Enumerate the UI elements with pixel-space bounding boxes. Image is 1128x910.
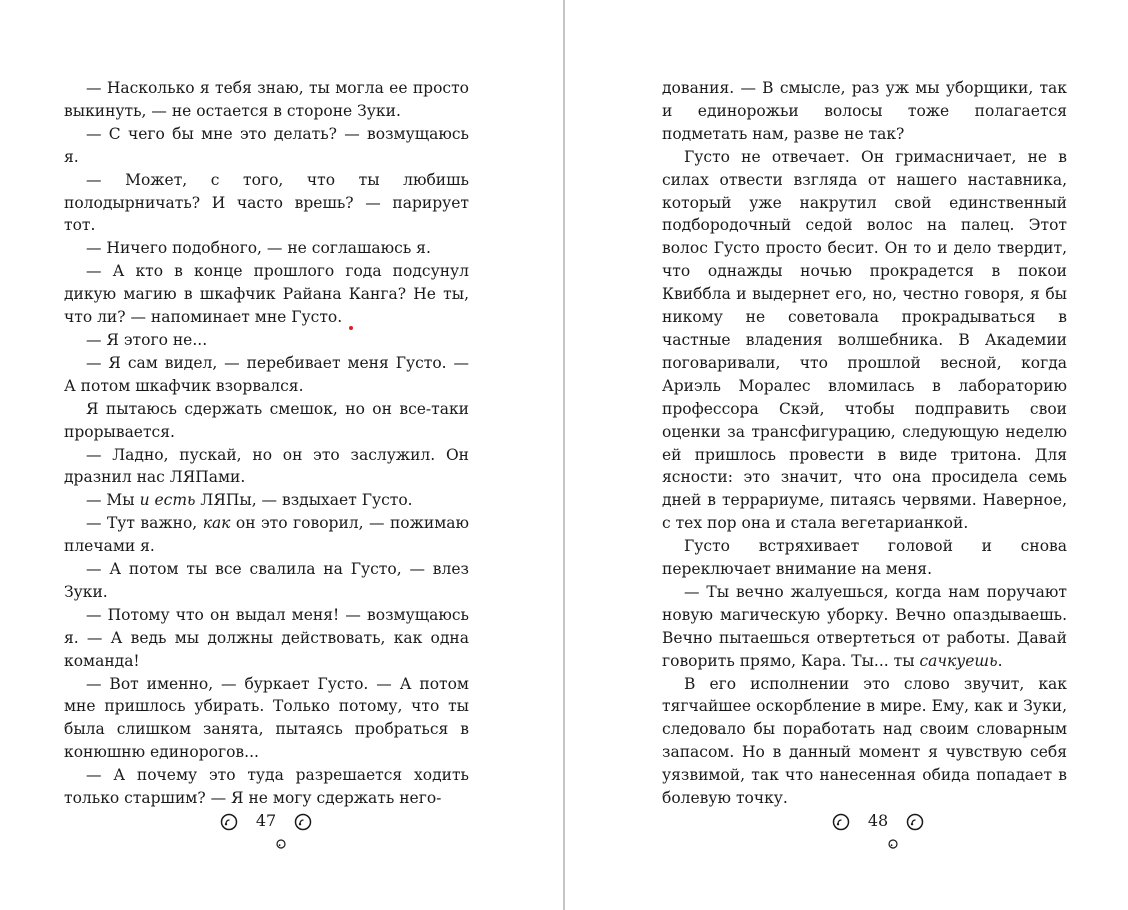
text-run: — Тут важно,	[86, 514, 203, 533]
paragraph: В его исполнении это слово звучит, как тягчайшее оскорбление в мире. Ему, как и Зуки, следовало бы поработать над своим словарным запасом. Но в данный момент я чувствую себя уязвимой, так что нанесенная обида попадает в болевую точку.	[662, 674, 1067, 808]
paragraph: — А потом ты все свалила на Густо, — влез Зуки.	[64, 560, 469, 601]
paragraph: — Я этого не...	[86, 330, 208, 349]
paragraph: дования. — В смысле, раз уж мы уборщики, так и единорожьи волосы тоже полагается подметать нам, разве не так?	[662, 79, 1067, 143]
swirl-ornament-icon	[294, 813, 312, 831]
page-folio	[818, 808, 938, 854]
paragraph	[662, 581, 1067, 673]
paragraph: — Насколько я тебя знаю, ты могла ее просто выкинуть, — не остается в стороне Зуки.	[64, 79, 469, 120]
page-number: 47	[255, 811, 277, 830]
paragraph: Я пытаюсь сдержать смешок, но он все-таки прорывается.	[64, 399, 469, 441]
right-text-block	[662, 77, 1067, 810]
paragraph: — Вот именно, — буркает Густо. — А потом мне пришлось убирать. Только потому, что ты была слишком занята, пытаясь пробраться в конюшню единорогов...	[64, 674, 469, 762]
text-run: — Мы	[86, 491, 140, 510]
paragraph: — Я сам видел, — перебивает меня Густо. — А потом шкафчик взорвался.	[64, 353, 469, 395]
paragraph: — Может, с того, что ты любишь полодырничать? И часто врешь? — парирует тот.	[64, 170, 469, 235]
red-dot-marker	[349, 326, 353, 330]
swirl-ornament-icon	[832, 813, 850, 831]
small-swirl-ornament-icon	[276, 839, 286, 849]
small-swirl-ornament-icon	[888, 839, 898, 849]
paragraph: Густо не отвечает. Он гримасничает, не в силах отвести взгляда от нашего наставника, который уже накрутил свой единственный подбородочный седой волос на палец. Этот волос Густо просто бесит. Он то и дело твердит, что однажды ночью прокрадется в покои Квиббла и выдернет его, но, честно говоря, я бы никому не советовала прокрадываться в частные владения волшебника. В Академии поговаривали, что прошлой весной, когда Ариэль Моралес вломилась в лабораторию профессора Скэй, чтобы подправить свои оценки за трансфигурацию, следующую неделю ей пришлось провести в виде тритона. Для ясности: это значит, что она просидела семь дней в террариуме, питаясь червями. Наверное, с тех пор она и стала вегетарианкой.	[662, 147, 1067, 533]
paragraph: — Ладно, пускай, но он это заслужил. Он дразнил нас ЛЯПами.	[64, 445, 469, 487]
swirl-ornament-icon	[220, 813, 238, 831]
right-page	[565, 0, 1128, 910]
paragraph	[64, 512, 469, 558]
text-run: — Ты вечно жалуешься, когда нам поручают новую магическую уборку. Вечно опаздываешь. Вечно пытаешься отвертеться от работы. Давай говорить прямо, Кара. Ты... ты	[662, 582, 1067, 670]
paragraph: — С чего бы мне это делать? — возмущаюсь я.	[64, 124, 469, 166]
text-run: он это говорил, — пожимаю плечами я.	[64, 514, 469, 556]
text-run: ЛЯПы, — вздыхает Густо.	[195, 491, 413, 510]
paragraph: — А почему это туда разрешается ходить только старшим? — Я не могу сдержать него-	[64, 766, 469, 808]
italic-text: как	[202, 514, 231, 533]
text-run: .	[997, 651, 1003, 670]
page-number: 48	[867, 811, 889, 830]
paragraph	[64, 489, 469, 512]
paragraph: — Потому что он выдал меня! — возмущаюсь я. — А ведь мы должны действовать, как одна команда!	[64, 605, 469, 670]
left-text-block	[64, 77, 469, 810]
paragraph: Густо встряхивает головой и снова переключает внимание на меня.	[662, 537, 1067, 579]
page-folio	[206, 808, 326, 854]
swirl-ornament-icon	[906, 813, 924, 831]
italic-text: сачкуешь	[919, 651, 998, 670]
paragraph: — Ничего подобного, — не соглашаюсь я.	[86, 239, 431, 258]
paragraph: — А кто в конце прошлого года подсунул дикую магию в шкафчик Райана Канга? Не ты, что ли? — напоминает мне Густо.	[64, 262, 469, 327]
italic-text: и есть	[139, 491, 196, 510]
left-page	[0, 0, 563, 910]
